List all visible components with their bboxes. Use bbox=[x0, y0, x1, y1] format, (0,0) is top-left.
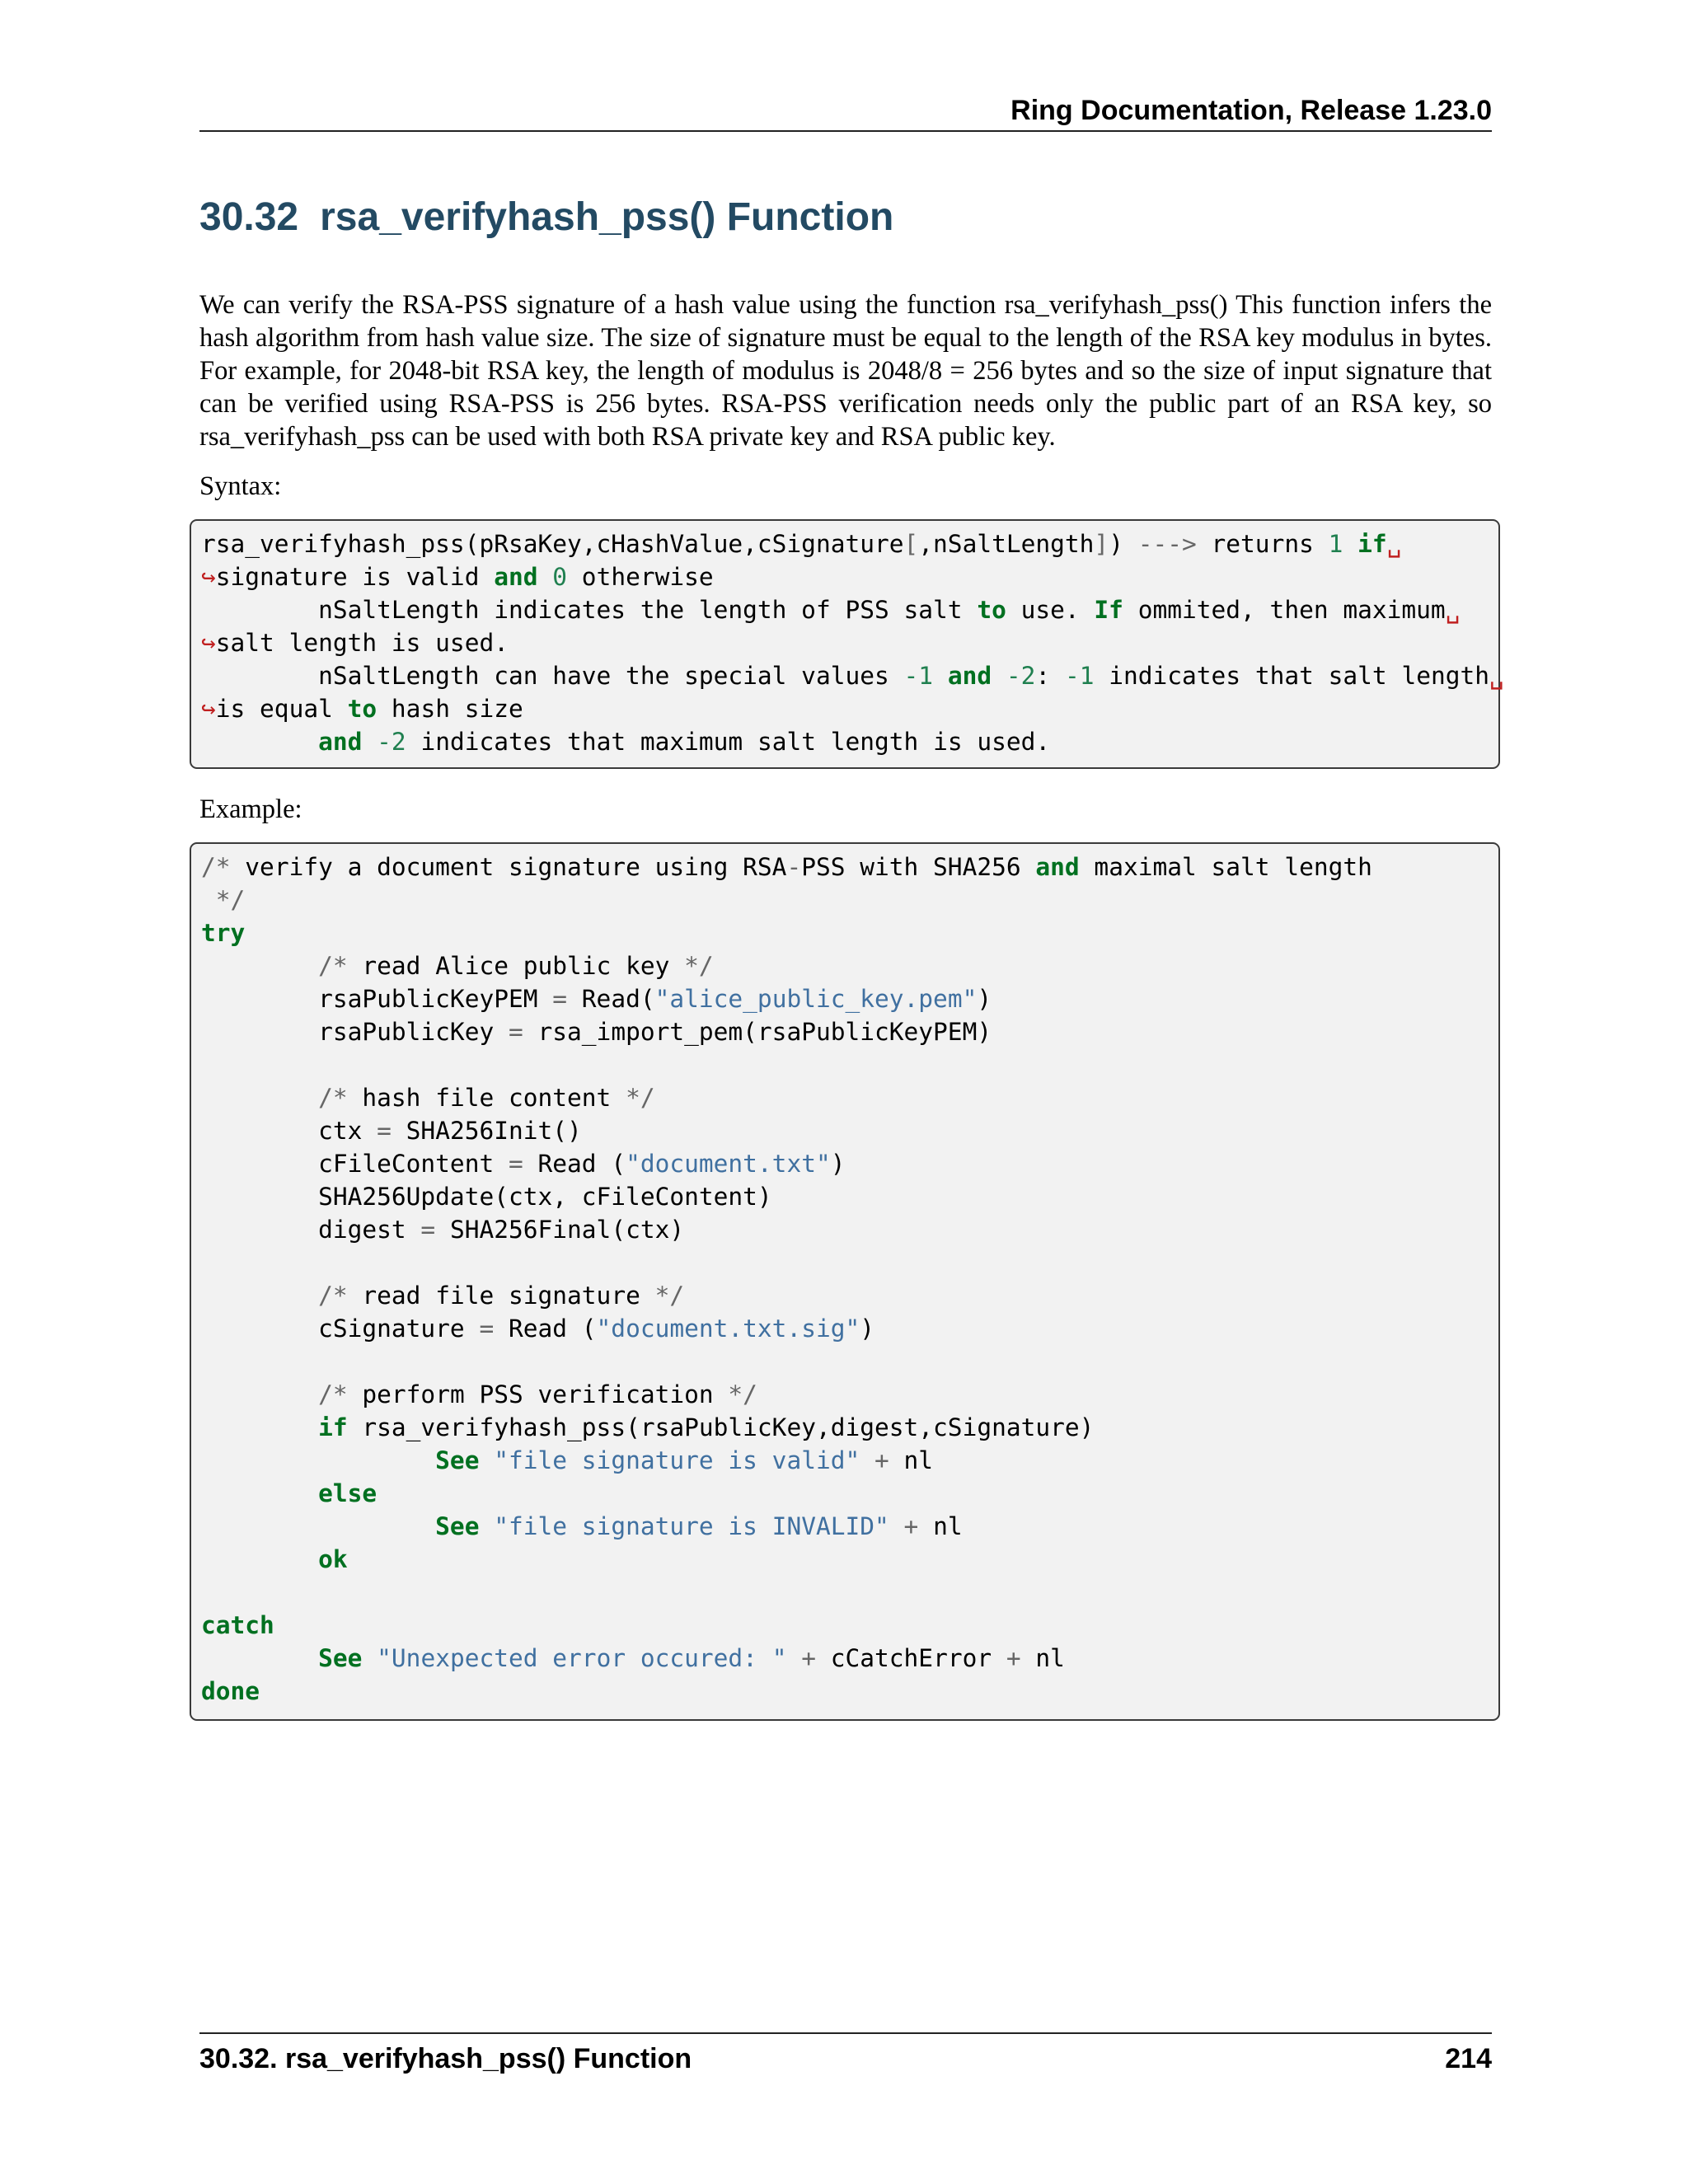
code-text: rsa_verifyhash_pss(rsaPublicKey,digest,cSignature) bbox=[347, 1413, 1095, 1441]
code-wrap-marker: ␣ bbox=[1445, 596, 1461, 624]
code-text: : bbox=[1035, 662, 1065, 690]
code-text: Read( bbox=[567, 985, 655, 1013]
code-number: -1 bbox=[1064, 662, 1095, 690]
code-text: PSS with SHA256 bbox=[801, 853, 1036, 881]
code-line bbox=[201, 1114, 1498, 1147]
code-text: hash size bbox=[377, 695, 523, 723]
code-text: read file signature bbox=[347, 1282, 655, 1310]
code-text bbox=[479, 1512, 494, 1540]
code-keyword: else bbox=[318, 1479, 377, 1507]
code-line bbox=[201, 1609, 1498, 1642]
code-text: use. bbox=[1006, 596, 1095, 624]
code-text bbox=[362, 728, 377, 756]
section-title bbox=[199, 191, 1492, 244]
code-text bbox=[201, 1512, 435, 1540]
code-text: is equal bbox=[215, 695, 348, 723]
code-text: nSaltLength can have the special values bbox=[201, 662, 904, 690]
code-line bbox=[201, 1411, 1498, 1444]
code-text: SHA256Update(ctx, cFileContent) bbox=[201, 1183, 772, 1211]
intro-paragraph: We can verify the RSA-PSS signature of a hash value using the function rsa_verifyhash_pss() This function infers the hash algorithm from hash value size. The size of signature must be equal to the length of the RSA key modulus in bytes. For example, for 2048-bit RSA key, the length of modulus is 2048/8 = 256 bytes and so the size of input signature that can be verified using RSA-PSS is 256 bytes. RSA-PSS verification needs only the public part of an RSA key, so rsa_verifyhash_pss can be used with both RSA private key and RSA public key. bbox=[199, 290, 1492, 452]
code-number: -2 bbox=[377, 728, 406, 756]
code-operator: = bbox=[508, 1150, 523, 1178]
code-line bbox=[201, 1312, 1498, 1345]
code-keyword: and bbox=[1035, 853, 1080, 881]
running-header: Ring Documentation, Release 1.23.0 bbox=[1010, 95, 1492, 126]
code-text bbox=[201, 1644, 318, 1672]
code-line bbox=[201, 1147, 1498, 1180]
code-number: -1 bbox=[903, 662, 934, 690]
code-operator: ] bbox=[1094, 530, 1109, 558]
code-text bbox=[933, 662, 948, 690]
code-text: maximal salt length bbox=[1079, 853, 1372, 881]
code-operator: /* bbox=[318, 1380, 348, 1408]
code-keyword: if bbox=[318, 1413, 348, 1441]
code-line bbox=[201, 949, 1498, 982]
code-keyword: and bbox=[494, 563, 538, 591]
code-text: rsa_import_pem(rsaPublicKeyPEM) bbox=[523, 1018, 992, 1046]
code-line bbox=[201, 1015, 1498, 1048]
code-line bbox=[201, 1477, 1498, 1510]
code-line bbox=[201, 593, 1498, 626]
code-text bbox=[992, 662, 1006, 690]
code-line bbox=[201, 1378, 1498, 1411]
code-text: rsaPublicKey bbox=[201, 1018, 509, 1046]
code-keyword: See bbox=[435, 1512, 480, 1540]
code-line bbox=[201, 1345, 1498, 1378]
header-rule bbox=[199, 130, 1492, 132]
syntax-code-block bbox=[190, 519, 1504, 769]
code-operator: */ bbox=[626, 1084, 655, 1112]
code-operator: = bbox=[377, 1117, 392, 1145]
code-text: ) bbox=[860, 1315, 875, 1343]
code-operator: - bbox=[786, 853, 802, 881]
code-line bbox=[201, 1279, 1498, 1312]
code-line bbox=[201, 883, 1498, 916]
page-number: 214 bbox=[1445, 2043, 1492, 2074]
code-line bbox=[201, 1675, 1498, 1708]
code-line bbox=[201, 1642, 1498, 1675]
code-text: ommited, then maximum bbox=[1123, 596, 1446, 624]
code-text: verify a document signature using RSA bbox=[230, 853, 787, 881]
code-operator: /* bbox=[318, 952, 348, 980]
code-line bbox=[201, 626, 1498, 659]
code-line bbox=[201, 1048, 1498, 1081]
code-line bbox=[201, 1081, 1498, 1114]
example-label: Example: bbox=[199, 794, 302, 824]
code-operator: */ bbox=[684, 952, 714, 980]
code-operator: */ bbox=[728, 1380, 757, 1408]
code-wrap-marker: ↪ bbox=[201, 695, 216, 723]
code-line bbox=[201, 725, 1498, 758]
code-keyword: ok bbox=[318, 1545, 348, 1573]
code-text: nl bbox=[889, 1446, 934, 1474]
code-text: rsaPublicKeyPEM bbox=[201, 985, 553, 1013]
code-line bbox=[201, 1213, 1498, 1246]
code-text bbox=[201, 728, 318, 756]
code-wrap-marker: ↪ bbox=[201, 629, 216, 657]
code-text bbox=[201, 952, 318, 980]
code-line bbox=[201, 1246, 1498, 1279]
code-text bbox=[860, 1446, 874, 1474]
code-text: signature is valid bbox=[215, 563, 495, 591]
code-keyword: catch bbox=[201, 1611, 274, 1639]
code-string: "file signature is INVALID" bbox=[494, 1512, 889, 1540]
section-number: 30.32 bbox=[199, 195, 299, 239]
code-wrap-marker: ↪ bbox=[201, 563, 216, 591]
code-operator: + bbox=[874, 1446, 889, 1474]
code-text: read Alice public key bbox=[347, 952, 685, 980]
code-operator: = bbox=[420, 1216, 436, 1244]
code-string: "Unexpected error occured: " bbox=[377, 1644, 787, 1672]
code-line bbox=[201, 982, 1498, 1015]
code-keyword: try bbox=[201, 919, 246, 947]
code-operator: + bbox=[1006, 1644, 1021, 1672]
syntax-label: Syntax: bbox=[199, 471, 282, 501]
code-string: "file signature is valid" bbox=[494, 1446, 860, 1474]
footer-rule bbox=[199, 2032, 1492, 2034]
code-text bbox=[201, 1479, 318, 1507]
code-text bbox=[362, 1644, 377, 1672]
code-text bbox=[201, 1084, 318, 1112]
code-text: salt length is used. bbox=[215, 629, 509, 657]
code-text: ) bbox=[830, 1150, 846, 1178]
code-wrap-marker: ␣ bbox=[1386, 530, 1402, 558]
code-number: 1 bbox=[1328, 530, 1343, 558]
code-line bbox=[201, 692, 1498, 725]
code-operator: + bbox=[903, 1512, 919, 1540]
code-text bbox=[479, 1446, 494, 1474]
code-line bbox=[201, 1543, 1498, 1576]
code-operator: */ bbox=[215, 886, 246, 914]
code-text bbox=[201, 1413, 318, 1441]
code-operator: ---> bbox=[1137, 530, 1197, 558]
code-number: -2 bbox=[1006, 662, 1036, 690]
code-keyword: done bbox=[201, 1677, 260, 1705]
code-text bbox=[201, 886, 216, 914]
code-text: nl bbox=[918, 1512, 963, 1540]
code-number: 0 bbox=[552, 563, 568, 591]
code-text: ,nSaltLength bbox=[918, 530, 1095, 558]
code-text bbox=[201, 1545, 318, 1573]
code-text bbox=[201, 1446, 435, 1474]
code-line bbox=[201, 527, 1498, 560]
code-text: SHA256Final(ctx) bbox=[435, 1216, 685, 1244]
code-line bbox=[201, 659, 1504, 692]
code-text bbox=[889, 1512, 904, 1540]
code-string: "document.txt" bbox=[626, 1150, 831, 1178]
code-operator: /* bbox=[318, 1282, 348, 1310]
code-text: digest bbox=[201, 1216, 421, 1244]
code-operator: = bbox=[508, 1018, 523, 1046]
example-code-block bbox=[190, 842, 1500, 1721]
code-keyword: and bbox=[947, 662, 992, 690]
code-text: cSignature bbox=[201, 1315, 480, 1343]
code-text: nSaltLength indicates the length of PSS salt bbox=[201, 596, 978, 624]
code-keyword: if bbox=[1357, 530, 1387, 558]
code-operator: = bbox=[552, 985, 568, 1013]
code-line bbox=[201, 851, 1498, 883]
code-keyword: to bbox=[347, 695, 377, 723]
code-keyword: to bbox=[977, 596, 1006, 624]
code-keyword: and bbox=[318, 728, 363, 756]
code-text: hash file content bbox=[347, 1084, 626, 1112]
code-text: Read ( bbox=[523, 1150, 626, 1178]
code-text: ) bbox=[1109, 530, 1138, 558]
code-keyword: See bbox=[435, 1446, 480, 1474]
code-text: perform PSS verification bbox=[347, 1380, 729, 1408]
code-string: "document.txt.sig" bbox=[596, 1315, 860, 1343]
code-line bbox=[201, 916, 1498, 949]
code-text bbox=[538, 563, 553, 591]
code-line bbox=[201, 1180, 1498, 1213]
section-title-text: rsa_verifyhash_pss() Function bbox=[320, 195, 894, 239]
code-operator: /* bbox=[318, 1084, 348, 1112]
code-string: "alice_public_key.pem" bbox=[654, 985, 978, 1013]
code-line bbox=[201, 1444, 1498, 1477]
code-operator: + bbox=[801, 1644, 816, 1672]
code-wrap-marker: ␣ bbox=[1489, 662, 1504, 690]
code-text: returns bbox=[1196, 530, 1329, 558]
code-operator: /* bbox=[201, 853, 231, 881]
code-operator: [ bbox=[903, 530, 919, 558]
code-text: ) bbox=[977, 985, 992, 1013]
code-line bbox=[201, 1510, 1498, 1543]
code-text: rsa_verifyhash_pss(pRsaKey,cHashValue,cSignature bbox=[201, 530, 904, 558]
code-text bbox=[1343, 530, 1357, 558]
code-text: cFileContent bbox=[201, 1150, 509, 1178]
code-keyword: If bbox=[1094, 596, 1123, 624]
code-text bbox=[201, 1380, 318, 1408]
code-text bbox=[786, 1644, 801, 1672]
code-operator: = bbox=[479, 1315, 495, 1343]
code-line bbox=[201, 560, 1498, 593]
code-text: cCatchError bbox=[815, 1644, 1006, 1672]
footer-section-ref: 30.32. rsa_verifyhash_pss() Function bbox=[199, 2043, 692, 2074]
code-text: Read ( bbox=[494, 1315, 597, 1343]
code-text: indicates that salt length bbox=[1094, 662, 1490, 690]
code-text: indicates that maximum salt length is used. bbox=[406, 728, 1051, 756]
code-keyword: See bbox=[318, 1644, 363, 1672]
code-text bbox=[201, 1282, 318, 1310]
code-text: SHA256Init() bbox=[391, 1117, 582, 1145]
code-text: otherwise bbox=[567, 563, 714, 591]
code-text: ctx bbox=[201, 1117, 377, 1145]
code-operator: */ bbox=[654, 1282, 685, 1310]
code-line bbox=[201, 1576, 1498, 1609]
code-text: nl bbox=[1020, 1644, 1065, 1672]
